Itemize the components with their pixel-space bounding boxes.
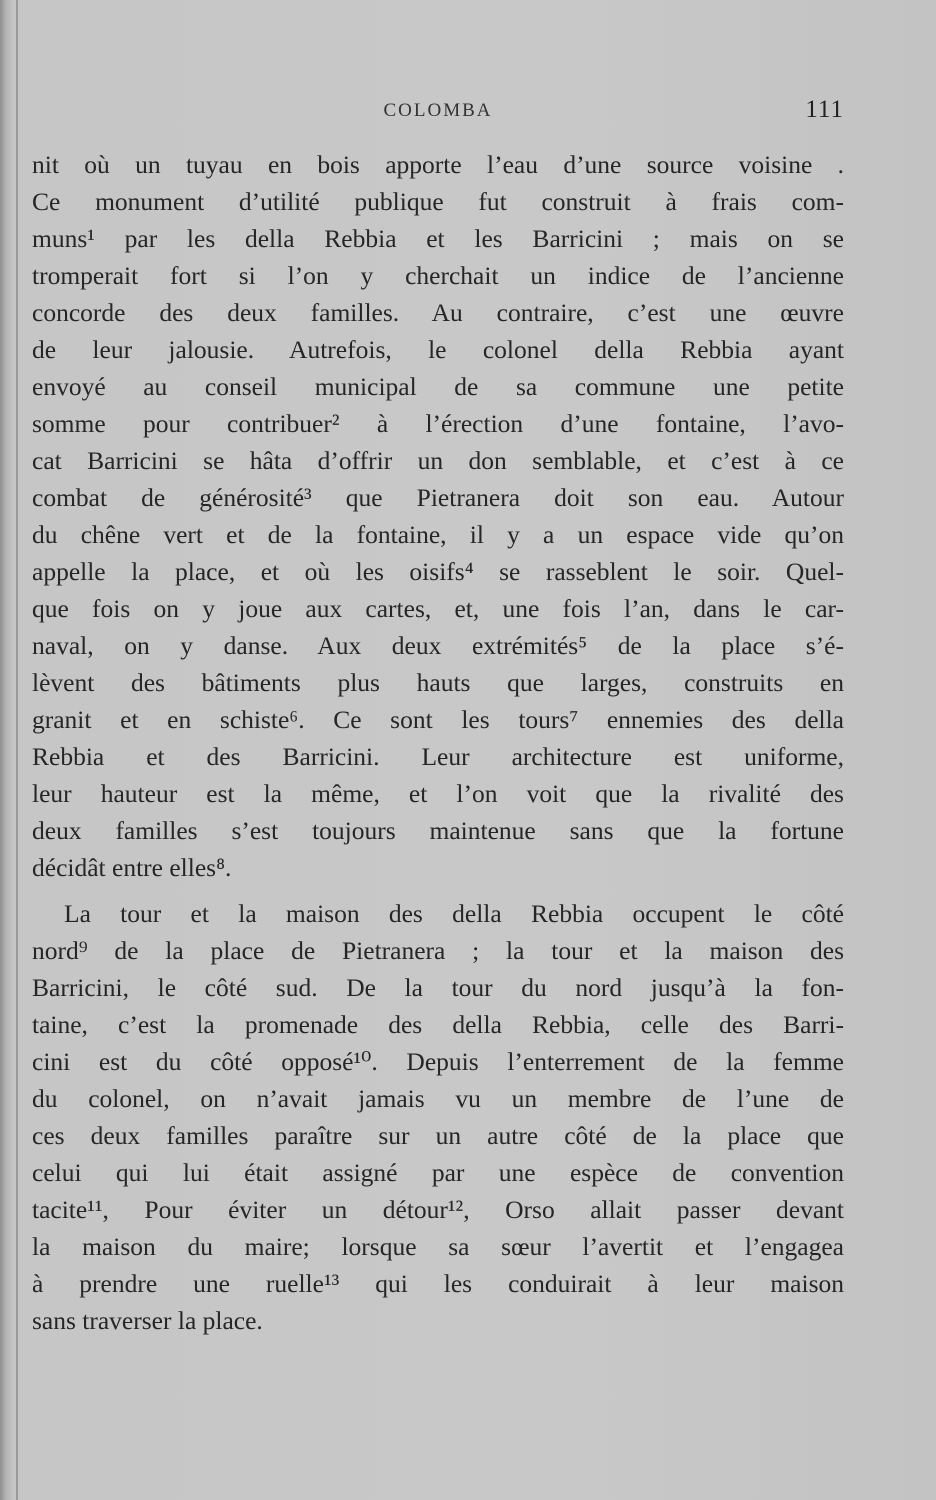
- text-line: La tour et la maison des della Rebbia occupent le côté: [64, 899, 844, 928]
- text-line: décidât entre elles⁸.: [32, 853, 232, 882]
- text-line: envoyé au conseil municipal de sa commune une petite: [32, 372, 844, 401]
- text-line: Ce monument d’utilité publique fut construit à frais com-: [32, 187, 844, 216]
- text-line: de leur jalousie. Autrefois, le colonel della Rebbia ayant: [32, 335, 844, 364]
- text-line: tacite¹¹, Pour éviter un détour¹², Orso allait passer devant: [32, 1195, 844, 1224]
- text-line: appelle la place, et où les oisifs⁴ se rasseblent le soir. Quel-: [32, 557, 844, 586]
- text-line: la maison du maire; lorsque sa sœur l’avertit et l’engagea: [32, 1232, 844, 1261]
- text-line: taine, c’est la promenade des della Rebbia, celle des Barri-: [32, 1010, 844, 1039]
- page-edge: [16, 0, 18, 1500]
- text-line: somme pour contribuer² à l’érection d’une fontaine, l’avo-: [32, 409, 844, 438]
- text-line: celui qui lui était assigné par une espèce de convention: [32, 1158, 844, 1187]
- running-title: COLOMBA: [383, 100, 493, 121]
- page-number: 111: [805, 96, 844, 123]
- text-line: Rebbia et des Barricini. Leur architecture est uniforme,: [32, 742, 844, 771]
- text-line: nord⁹ de la place de Pietranera ; la tour et la maison des: [32, 936, 844, 965]
- text-line: du chêne vert et de la fontaine, il y a un espace vide qu’on: [32, 520, 844, 549]
- text-line: que fois on y joue aux cartes, et, une fois l’an, dans le car-: [32, 594, 844, 623]
- text-line: cat Barricini se hâta d’offrir un don semblable, et c’est à ce: [32, 446, 844, 475]
- running-head: [32, 96, 844, 132]
- text-line: ces deux familles paraître sur un autre côté de la place que: [32, 1121, 844, 1150]
- text-line: granit et en schiste⁶. Ce sont les tours⁷ ennemies des della: [32, 705, 844, 734]
- text-line: du colonel, on n’avait jamais vu un membre de l’une de: [32, 1084, 844, 1113]
- text-line: muns¹ par les della Rebbia et les Barricini ; mais on se: [32, 224, 844, 253]
- text-line: lèvent des bâtiments plus hauts que larges, construits en: [32, 668, 844, 697]
- text-line: leur hauteur est la même, et l’on voit que la rivalité des: [32, 779, 844, 808]
- text-line: deux familles s’est toujours maintenue sans que la fortune: [32, 816, 844, 845]
- text-line: nit où un tuyau en bois apporte l’eau d’une source voisine .: [32, 150, 844, 179]
- text-line: tromperait fort si l’on y cherchait un indice de l’ancienne: [32, 261, 844, 290]
- body-text: [32, 146, 844, 1339]
- text-line: cini est du côté opposé¹⁰. Depuis l’enterrement de la femme: [32, 1047, 844, 1076]
- text-line: Barricini, le côté sud. De la tour du nord jusqu’à la fon-: [32, 973, 844, 1002]
- text-line: à prendre une ruelle¹³ qui les conduirait à leur maison: [32, 1269, 844, 1298]
- text-line: combat de générosité³ que Pietranera doit son eau. Autour: [32, 483, 844, 512]
- text-line: naval, on y danse. Aux deux extrémités⁵ de la place s’é-: [32, 631, 844, 660]
- text-line: concorde des deux familles. Au contraire, c’est une œuvre: [32, 298, 844, 327]
- text-line: sans traverser la place.: [32, 1306, 263, 1335]
